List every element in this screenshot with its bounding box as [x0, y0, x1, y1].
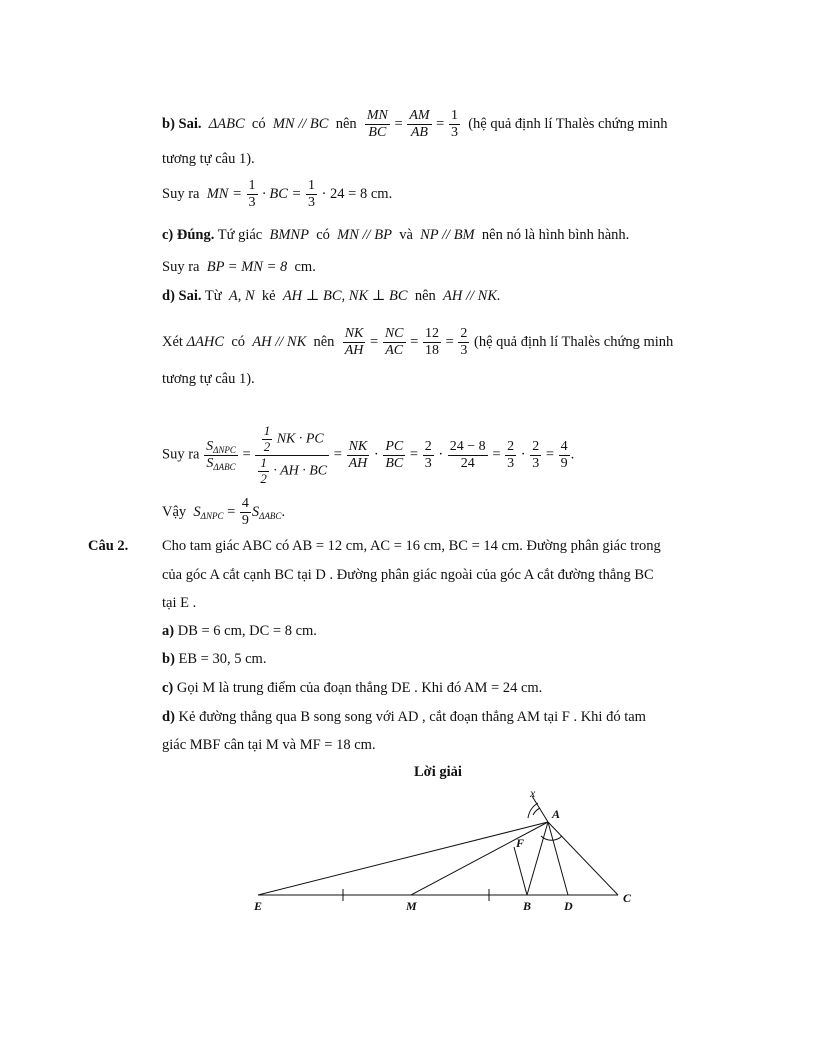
fraction-g1: $\frac{NK}{AH}$ — [348, 438, 368, 471]
fraction-one-third-b: $\frac{1}{3}$ — [307, 178, 315, 211]
fraction-nk-ah: $\frac{NK}{AH}$ — [344, 326, 364, 359]
text-co-c: có — [316, 227, 330, 243]
unit-cm: cm. — [294, 259, 316, 275]
triangle-abc: ΔABC — [208, 115, 245, 132]
fraction-one-third-a: $\frac{1}{3}$ — [248, 178, 256, 211]
part-d-label: d) Sai. — [162, 288, 202, 304]
label-f: F — [516, 836, 525, 850]
cau2-line1: Cho tam giác ABC có AB = 12 cm, AC = 16 cm, BC = 14 cm. Đường phân giác trong — [162, 538, 661, 554]
segment-ea — [258, 822, 548, 895]
part-d-line4: Suy ra $\frac{S_{\Delta NPC}}{S_{\Delta ABC}}$ = $\frac{1}{2}$ NK · PC $\frac{1}{2}$ · AH · BC = $\frac{NK}{AH}$ · $\frac{PC}{BC}$ = $\frac{2}{3}$ · $\frac{24 - 8}{24}$ = $\frac{2}{3}$ · $\frac{2}{3}$ = $\frac{4}{9}$ . — [162, 423, 575, 486]
cau2-line2: của góc A cắt cạnh BC tại D . Đường phân giác ngoài của góc A cắt đường thẳng BC — [162, 567, 654, 583]
label-e: E — [254, 899, 263, 913]
label-d: D — [564, 899, 573, 913]
fraction-am-ab: $\frac{AM}{AB}$ — [409, 108, 430, 141]
fraction-2-3: $\frac{2}{3}$ — [460, 326, 468, 359]
mn-equals: MN = — [206, 185, 242, 202]
part-b-label: b) Sai. — [162, 115, 202, 132]
label-b: B — [523, 899, 532, 913]
cau2-c-text: Gọi M là trung điểm của đoạn thẳng DE . Khi đó AM = 24 cm. — [176, 680, 543, 696]
text-co: có — [251, 115, 266, 132]
fraction-area-ratio: $\frac{S_{\Delta NPC}}{S_{\Delta ABC}}$ — [206, 438, 236, 472]
parallel-ah-nk-2: AH // NK — [252, 333, 307, 350]
angle-arc-outer — [533, 808, 540, 815]
text-tu-giac: Tứ giác — [217, 227, 263, 243]
parallel-mn-bc: MN // BC — [272, 115, 329, 132]
text-nen-d: nên — [414, 288, 436, 304]
cau2-d-line2: giác MBF cân tại M và MF = 18 cm. — [162, 737, 376, 753]
parallel-mn-bp: MN // BP — [337, 227, 392, 243]
parallel-np-bm: NP // BM — [420, 227, 475, 243]
fraction-g5: $\frac{2}{3}$ — [507, 438, 515, 471]
cau2-a-label: a) — [162, 623, 175, 639]
text-hbh: nên nó là hình bình hành. — [481, 227, 630, 243]
cau2-line3: tại E . — [162, 595, 197, 611]
text-xet: Xét — [162, 333, 183, 350]
perpendiculars: AH ⊥ BC, NK ⊥ BC — [282, 288, 408, 304]
bp-equals: BP = MN = 8 — [206, 259, 288, 275]
cau2-c-label: c) — [162, 680, 174, 696]
part-d-line2: Xét ΔAHC có AH // NK nên $\frac{NK}{AH}$ = $\frac{NC}{AC}$ = $\frac{12}{18}$ = $\frac{2}{3}$ (hệ quả định lí Thalès chứng minh — [162, 326, 674, 359]
text-ke: kẻ — [261, 288, 276, 304]
text-vay: Vậy — [162, 503, 187, 520]
text-suy-ra-c: Suy ra — [162, 259, 200, 275]
fraction-one-third: $\frac{1}{3}$ — [450, 108, 458, 141]
segment-ab — [527, 822, 548, 895]
label-a: A — [552, 807, 561, 821]
fraction-g6: $\frac{2}{3}$ — [532, 438, 540, 471]
fraction-g4: $\frac{24 - 8}{24}$ — [449, 438, 486, 471]
text-va: và — [399, 227, 413, 243]
label-x: x — [530, 786, 536, 800]
thales-note: (hệ quả định lí Thalès chứng minh — [468, 115, 668, 132]
fraction-12-18: $\frac{12}{18}$ — [424, 326, 439, 359]
part-d-line3: tương tự câu 1). — [162, 371, 255, 387]
part-b-line2: tương tự câu 1). — [162, 151, 255, 167]
result-8cm: · 24 = 8 cm. — [321, 185, 393, 202]
segment-am — [411, 822, 548, 895]
cau2-d-text: Kẻ đường thẳng qua B song song với AD , cắt đoạn thẳng AM tại F . Khi đó tam — [178, 709, 646, 725]
text-co-d: có — [231, 333, 246, 350]
fraction-mn-bc: $\frac{MN}{BC}$ — [366, 108, 388, 141]
text-suy-ra-d: Suy ra — [162, 446, 200, 463]
segment-bf — [514, 847, 527, 895]
label-m: M — [406, 899, 417, 913]
times-bc: · BC = — [262, 185, 302, 202]
cau2-a-text: DB = 6 cm, DC = 8 cm. — [177, 623, 317, 639]
cau2-d-label: d) — [162, 709, 175, 725]
fraction-g3: $\frac{2}{3}$ — [424, 438, 432, 471]
fraction-4-9: $\frac{4}{9}$ — [241, 496, 249, 529]
cau2-label: Câu 2. — [88, 538, 129, 554]
fraction-g2: $\frac{PC}{BC}$ — [385, 438, 404, 471]
part-d-line5: Vậy $S_{\Delta NPC}$ = $\frac{4}{9}$ $S_{\Delta ABC}$. — [162, 496, 286, 529]
fraction-big: $\frac{1}{2}$ NK · PC $\frac{1}{2}$ · AH · BC — [255, 424, 329, 487]
text-tu: Từ — [204, 288, 222, 304]
fraction-g7: $\frac{4}{9}$ — [560, 438, 568, 471]
thales-note-d: (hệ quả định lí Thalès chứng minh — [474, 333, 674, 350]
loi-giai-heading: Lời giải — [414, 764, 462, 780]
label-c: C — [623, 891, 632, 905]
parallel-ah-nk: AH // NK. — [443, 288, 501, 304]
points-a-n: A, N — [228, 288, 255, 304]
triangle-ahc: ΔAHC — [186, 333, 225, 350]
part-b-line1: b) Sai. ΔABC có MN // BC nên $\frac{MN}{BC}$ = $\frac{AM}{AB}$ = $\frac{1}{3}$ (hệ quả định lí Thalès chứng minh — [162, 108, 668, 141]
fraction-nc-ac: $\frac{NC}{AC}$ — [384, 326, 404, 359]
part-c-label: c) Đúng. — [162, 227, 215, 243]
cau2-b-label: b) — [162, 651, 175, 667]
text-nen-d2: nên — [313, 333, 335, 350]
quad-bmnp: BMNP — [269, 227, 309, 243]
text-suy-ra: Suy ra — [162, 185, 200, 202]
cau2-b-text: EB = 30, 5 cm. — [178, 651, 267, 667]
text-nen: nên — [335, 115, 357, 132]
